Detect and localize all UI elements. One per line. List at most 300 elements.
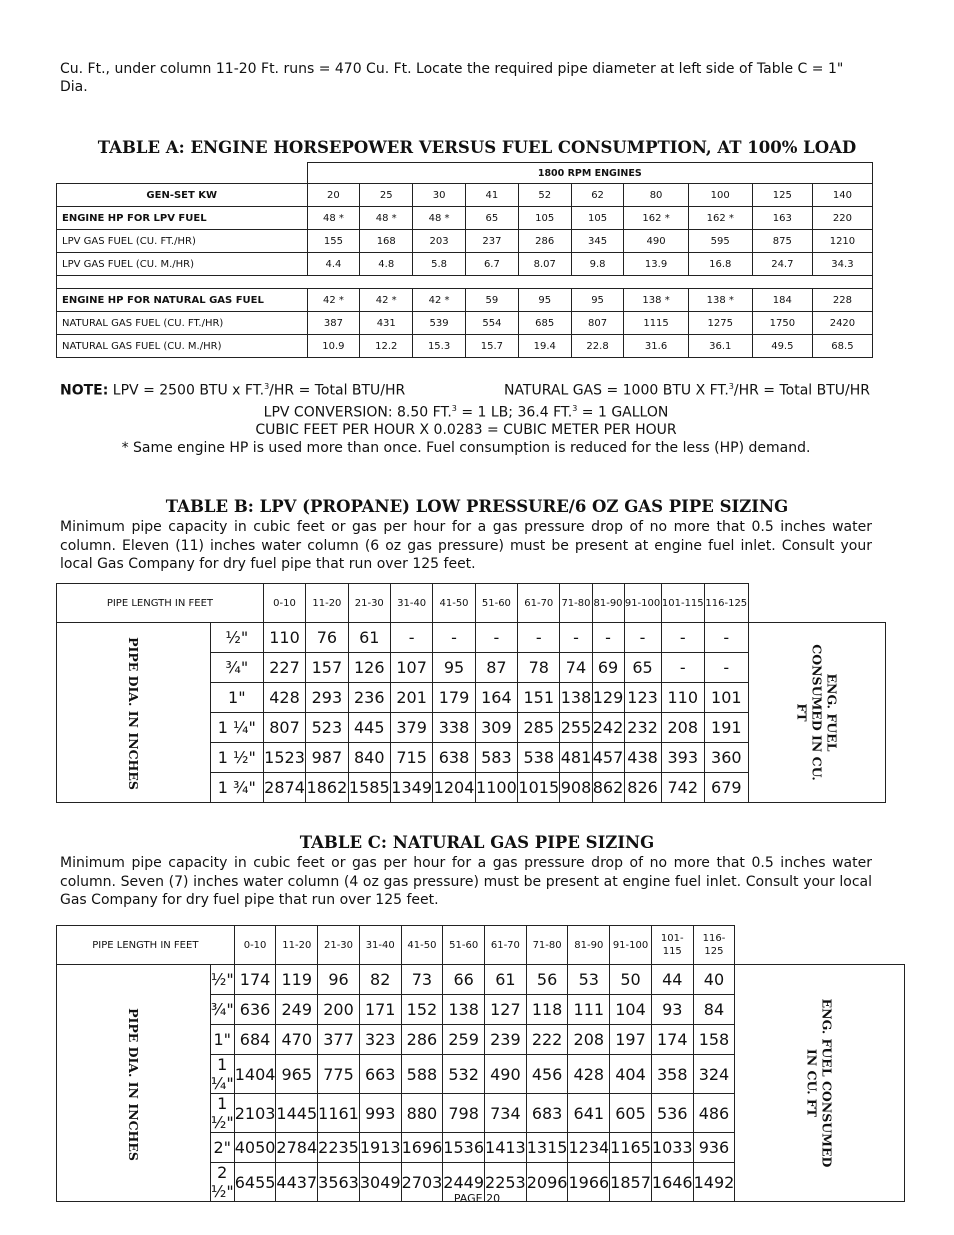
table-a-kw-cell: 62 <box>571 184 624 207</box>
table-c-cell: 1165 <box>610 1133 652 1163</box>
table-a-kw-cell: 80 <box>624 184 688 207</box>
table-a-row <box>57 253 873 276</box>
table-a-cell: 5.8 <box>413 253 466 276</box>
table-a-blank-corner <box>57 163 308 184</box>
table-a-spacer <box>57 276 873 289</box>
table-c-cell: 2449 <box>443 1163 485 1202</box>
table-b-cell: 1015 <box>518 773 560 803</box>
table-b-diameter: ¾" <box>210 653 263 683</box>
table-b-cell: 201 <box>390 683 432 713</box>
table-b-cell: 74 <box>560 653 592 683</box>
table-a-row <box>57 312 873 335</box>
table-b-length-cell: 21-30 <box>348 584 390 623</box>
table-a-cell: 68.5 <box>812 335 872 358</box>
table-a-row-label: LPV GAS FUEL (CU. FT./HR) <box>57 230 308 253</box>
table-c-cell: 73 <box>401 965 443 995</box>
table-c-length-cell: 81-90 <box>568 926 610 965</box>
table-b-cell: 360 <box>705 743 749 773</box>
table-c-cell: 324 <box>693 1055 735 1094</box>
table-c-cell: 684 <box>234 1025 276 1055</box>
table-b-cell: 95 <box>433 653 475 683</box>
table-b-cell: - <box>592 623 624 653</box>
table-a-cell: 1750 <box>752 312 812 335</box>
table-c-cell: 2103 <box>234 1094 276 1133</box>
table-a-kw-cell: 52 <box>518 184 571 207</box>
table-c-cell: 3049 <box>359 1163 401 1202</box>
table-b-left-label-cell <box>57 623 211 803</box>
note-conv-c: = 1 GALLON <box>577 404 669 421</box>
table-c-cell: 2703 <box>401 1163 443 1202</box>
table-b-cell: 2874 <box>263 773 305 803</box>
table-c-cell: 1646 <box>651 1163 693 1202</box>
note-ng-formula <box>504 378 870 400</box>
table-b-blank-corner <box>748 584 885 623</box>
table-b-cell: 87 <box>475 653 517 683</box>
note-ng-part-a: NATURAL GAS = 1000 BTU X FT. <box>503 382 729 399</box>
table-c-cell: 2784 <box>276 1133 318 1163</box>
table-a-cell: 31.6 <box>624 335 688 358</box>
table-a-cell: 184 <box>752 289 812 312</box>
table-b-cell: 110 <box>263 623 305 653</box>
table-b-cell: 126 <box>348 653 390 683</box>
note-sup: 3 <box>572 403 578 413</box>
table-a-row-label: LPV GAS FUEL (CU. M./HR) <box>57 253 308 276</box>
table-a-cell: 105 <box>571 207 624 230</box>
table-c-cell: 936 <box>693 1133 735 1163</box>
table-a-cell: 554 <box>465 312 518 335</box>
table-c-title: TABLE C: NATURAL GAS PIPE SIZING <box>299 833 655 852</box>
table-a-cell: 875 <box>752 230 812 253</box>
table-a-cell: 685 <box>518 312 571 335</box>
table-a-kw-row <box>57 184 873 207</box>
table-a-kw-label: GEN-SET KW <box>57 184 308 207</box>
table-a-title: TABLE A: ENGINE HORSEPOWER VERSUS FUEL CONSUMPTION, AT 100% LOAD <box>97 138 857 157</box>
table-b-cell: 61 <box>348 623 390 653</box>
table-b-cell: 78 <box>518 653 560 683</box>
table-c-cell: 1234 <box>568 1133 610 1163</box>
table-b-cell: 232 <box>624 713 661 743</box>
table-c-diameter: 2 ½" <box>210 1163 234 1201</box>
table-a-cell: 155 <box>307 230 360 253</box>
table-a-cell: 48 * <box>360 207 413 230</box>
table-c-diameter: ¾" <box>210 995 234 1025</box>
note-sup: 3 <box>451 403 457 413</box>
table-b-cell: 69 <box>592 653 624 683</box>
table-c-length-cell: 71-80 <box>526 926 568 965</box>
table-b-cell: 236 <box>348 683 390 713</box>
table-c-length-cell: 11-20 <box>276 926 318 965</box>
table-b-cell: 338 <box>433 713 475 743</box>
table-c-cell: 3563 <box>318 1163 360 1202</box>
table-c-cell: 152 <box>401 995 443 1025</box>
table-c-cell: 470 <box>276 1025 318 1055</box>
table-a-row-label: ENGINE HP FOR LPV FUEL <box>57 207 308 230</box>
table-c-length-cell: 21-30 <box>318 926 360 965</box>
table-b-cell: 428 <box>263 683 305 713</box>
table-a-spacer-row <box>57 276 873 289</box>
table-a-ng-section <box>57 289 873 358</box>
table-b-diameter: 1" <box>210 683 263 713</box>
table-a-cell: 228 <box>812 289 872 312</box>
table-c-cell: 490 <box>485 1055 527 1094</box>
table-c-cell: 404 <box>610 1055 652 1094</box>
table-b-length-cell: 71-80 <box>560 584 592 623</box>
table-a-cell: 9.8 <box>571 253 624 276</box>
table-b-right-label-line: FT <box>794 702 810 722</box>
table-a-cell: 1115 <box>624 312 688 335</box>
table-a-cell: 15.3 <box>413 335 466 358</box>
table-a-cell: 807 <box>571 312 624 335</box>
table-b-cell: 379 <box>390 713 432 743</box>
table-c-cell: 40 <box>693 965 735 995</box>
table-b-title: TABLE B: LPV (PROPANE) LOW PRESSURE/6 OZ GAS PIPE SIZING <box>165 497 789 516</box>
table-a-cell: 13.9 <box>624 253 688 276</box>
table-c-cell: 1445 <box>276 1094 318 1133</box>
table-b-length-cell: 11-20 <box>306 584 348 623</box>
table-c-description: Minimum pipe capacity in cubic feet or gas per hour for a gas pressure drop of no more that 0.5 inches water column. Seven (7) inches water column (4 oz gas pressure) must be present at engine fuel inlet. Consult your local Gas Company for dry fuel pipe that run over 125 feet. <box>60 855 872 908</box>
table-c-cell: 1966 <box>568 1163 610 1202</box>
table-c-cell: 1696 <box>401 1133 443 1163</box>
table-a-lpv-section <box>57 207 873 276</box>
table-c-cell: 56 <box>526 965 568 995</box>
note-same-engine: * Same engine HP is used more than once. Fuel consumption is reduced for the less (HP) demand. <box>121 440 811 457</box>
table-a-kw-cell: 41 <box>465 184 518 207</box>
table-c-cell: 222 <box>526 1025 568 1055</box>
table-c-length-cell: 31-40 <box>359 926 401 965</box>
table-c-cell: 104 <box>610 995 652 1025</box>
table-c-length-cell: 61-70 <box>485 926 527 965</box>
table-c-cell: 965 <box>276 1055 318 1094</box>
table-a-cell: 138 * <box>688 289 752 312</box>
table-b-header-row <box>57 584 886 623</box>
table-c-cell: 174 <box>651 1025 693 1055</box>
table-c-cell: 663 <box>359 1055 401 1094</box>
table-b-diameter: 1 ¼" <box>210 713 263 743</box>
table-c-cell: 2235 <box>318 1133 360 1163</box>
table-a-cell: 539 <box>413 312 466 335</box>
table-b-cell: 538 <box>518 743 560 773</box>
table-c-length-cell: 41-50 <box>401 926 443 965</box>
table-c-diameter: 2" <box>210 1133 234 1163</box>
table-c-cell: 798 <box>443 1094 485 1133</box>
table-a-cell: 2420 <box>812 312 872 335</box>
intro-line-1: Cu. Ft., under column 11-20 Ft. runs = 470 Cu. Ft. Locate the required pipe diameter at left side of Table C = 1" <box>60 61 844 77</box>
table-c-cell: 358 <box>651 1055 693 1094</box>
table-a-cell: 34.3 <box>812 253 872 276</box>
table-b-cell: 457 <box>592 743 624 773</box>
table-c-cell: 174 <box>234 965 276 995</box>
table-c-row <box>57 965 905 995</box>
table-b-cell: - <box>705 653 749 683</box>
note-label: NOTE: <box>60 382 109 399</box>
table-b-cell: - <box>518 623 560 653</box>
table-a-cell: 163 <box>752 207 812 230</box>
table-c-cell: 456 <box>526 1055 568 1094</box>
table-a-cell: 19.4 <box>518 335 571 358</box>
note-lpv-formula <box>60 378 405 400</box>
table-a-row-label: ENGINE HP FOR NATURAL GAS FUEL <box>57 289 308 312</box>
table-b-cell: - <box>624 623 661 653</box>
table-c-cell: 1857 <box>610 1163 652 1202</box>
table-c-cell: 4437 <box>276 1163 318 1202</box>
table-b-cell: 227 <box>263 653 305 683</box>
table-b-cell: 151 <box>518 683 560 713</box>
table-a-cell: 595 <box>688 230 752 253</box>
note-conv-b: = 1 LB; 36.4 FT. <box>456 404 573 421</box>
table-a-cell: 59 <box>465 289 518 312</box>
note-sup: 3 <box>264 382 270 391</box>
table-a-kw-cell: 25 <box>360 184 413 207</box>
table-c-cell: 1161 <box>318 1094 360 1133</box>
table-c-diameter: 1 ¼" <box>210 1055 234 1093</box>
table-a-cell: 24.7 <box>752 253 812 276</box>
table-a-cell: 42 * <box>307 289 360 312</box>
table-b-length-cell: 51-60 <box>475 584 517 623</box>
table-c-cell: 4050 <box>234 1133 276 1163</box>
table-a-cell: 4.8 <box>360 253 413 276</box>
table-a-cell: 42 * <box>413 289 466 312</box>
table-b-cell: 523 <box>306 713 348 743</box>
table-a-cell: 237 <box>465 230 518 253</box>
table-c-cell: 84 <box>693 995 735 1025</box>
table-b-length-cell: 101-115 <box>661 584 704 623</box>
table-c-cell: 66 <box>443 965 485 995</box>
table-a-row <box>57 289 873 312</box>
table-b-cell: 1585 <box>348 773 390 803</box>
table-b-cell: 826 <box>624 773 661 803</box>
table-b-cell: 679 <box>705 773 749 803</box>
table-b-length-label: PIPE LENGTH IN FEET <box>57 584 264 623</box>
table-b-cell: 438 <box>624 743 661 773</box>
table-c-length-cell: 0-10 <box>234 926 276 965</box>
table-b-cell: 110 <box>661 683 704 713</box>
table-a-row <box>57 207 873 230</box>
note-block <box>60 378 872 457</box>
table-c-cell: 61 <box>485 965 527 995</box>
table-a-cell: 1275 <box>688 312 752 335</box>
table-c-cell: 1913 <box>359 1133 401 1163</box>
table-a-cell: 286 <box>518 230 571 253</box>
table-a-cell: 12.2 <box>360 335 413 358</box>
table-c-cell: 208 <box>568 1025 610 1055</box>
table-c-cell: 249 <box>276 995 318 1025</box>
table-c-cell: 239 <box>485 1025 527 1055</box>
note-conversion <box>60 400 872 422</box>
table-b-cell: 129 <box>592 683 624 713</box>
table-b-cell: 1349 <box>390 773 432 803</box>
table-c-cell: 127 <box>485 995 527 1025</box>
table-c-cell: 50 <box>610 965 652 995</box>
table-b-cell: 638 <box>433 743 475 773</box>
note-ng-part-b: /HR = Total BTU/HR <box>733 382 870 399</box>
table-a-cell: 48 * <box>413 207 466 230</box>
table-b-cell: 208 <box>661 713 704 743</box>
table-b-cell: 242 <box>592 713 624 743</box>
table-a-cell: 10.9 <box>307 335 360 358</box>
table-b-left-label: PIPE DIA. IN INCHES <box>125 637 141 790</box>
table-c-cell: 93 <box>651 995 693 1025</box>
table-c-cell: 1492 <box>693 1163 735 1202</box>
table-b-diameter: 1 ½" <box>210 743 263 773</box>
table-c-cell: 1536 <box>443 1133 485 1163</box>
table-c-cell: 1033 <box>651 1133 693 1163</box>
table-a-cell: 4.4 <box>307 253 360 276</box>
table-a-cell: 16.8 <box>688 253 752 276</box>
table-c-cell: 119 <box>276 965 318 995</box>
table-a <box>56 162 873 358</box>
intro-line-2: Dia. <box>60 79 88 95</box>
table-a-cell: 95 <box>518 289 571 312</box>
table-c-header-row <box>57 926 905 965</box>
page-number: PAGE 20 <box>453 1192 501 1205</box>
note-lpv-part-a: LPV = 2500 BTU x FT. <box>112 382 265 399</box>
table-c-cell: 82 <box>359 965 401 995</box>
table-c-cell: 775 <box>318 1055 360 1094</box>
table-c-right-label <box>805 998 835 1167</box>
table-a-kw-cell: 20 <box>307 184 360 207</box>
table-a-cell: 6.7 <box>465 253 518 276</box>
table-b-cell: 309 <box>475 713 517 743</box>
table-c-cell: 1404 <box>234 1055 276 1094</box>
table-b-length-cell: 91-100 <box>624 584 661 623</box>
table-b-cell: 1523 <box>263 743 305 773</box>
table-b-right-label <box>794 644 839 780</box>
note-lpv-part-b: /HR = Total BTU/HR <box>269 382 406 399</box>
table-a-group-header: 1800 RPM ENGINES <box>307 163 873 184</box>
table-a-cell: 490 <box>624 230 688 253</box>
table-a-cell: 220 <box>812 207 872 230</box>
table-b-right-label-line: CONSUMED IN CU. <box>809 643 825 781</box>
table-a-cell: 168 <box>360 230 413 253</box>
table-c-left-label-cell <box>57 965 211 1202</box>
table-a-kw-cell: 140 <box>812 184 872 207</box>
table-c-left-label: PIPE DIA. IN INCHES <box>125 1007 141 1161</box>
table-c-cell: 259 <box>443 1025 485 1055</box>
table-a-cell: 42 * <box>360 289 413 312</box>
table-b-length-cell: 116-125 <box>705 584 749 623</box>
table-a-row-label: NATURAL GAS FUEL (CU. M./HR) <box>57 335 308 358</box>
table-c-blank-corner <box>735 926 905 965</box>
table-b-right-label-line: ENG. FUEL <box>824 673 840 751</box>
table-b-cell: 862 <box>592 773 624 803</box>
table-a-cell: 387 <box>307 312 360 335</box>
table-b-cell: - <box>661 653 704 683</box>
table-c-diameter: 1 ½" <box>210 1094 234 1132</box>
table-c-cell: 734 <box>485 1094 527 1133</box>
table-b-cell: 987 <box>306 743 348 773</box>
note-conv-a: LPV CONVERSION: 8.50 FT. <box>263 404 452 421</box>
table-b-cell: 293 <box>306 683 348 713</box>
table-c-cell: 197 <box>610 1025 652 1055</box>
table-b-cell: 138 <box>560 683 592 713</box>
table-c-cell: 1413 <box>485 1133 527 1163</box>
table-a-cell: 65 <box>465 207 518 230</box>
table-c-cell: 993 <box>359 1094 401 1133</box>
table-c-cell: 96 <box>318 965 360 995</box>
table-b-cell: 164 <box>475 683 517 713</box>
note-cubic: CUBIC FEET PER HOUR X 0.0283 = CUBIC METER PER HOUR <box>255 422 677 439</box>
table-c-length-cell: 51-60 <box>443 926 485 965</box>
table-c-cell: 138 <box>443 995 485 1025</box>
table-b-cell: - <box>390 623 432 653</box>
table-b-right-label-cell <box>748 623 885 803</box>
table-b-diameter: ½" <box>210 623 263 653</box>
table-c-right-label-line: ENG. FUEL CONSUMED <box>819 998 835 1167</box>
table-c-cell: 1315 <box>526 1133 568 1163</box>
table-b-cell: 1862 <box>306 773 348 803</box>
table-b-cell: - <box>661 623 704 653</box>
table-b-cell: 583 <box>475 743 517 773</box>
table-a-cell: 162 * <box>688 207 752 230</box>
table-b-description: Minimum pipe capacity in cubic feet or gas per hour for a gas pressure drop of no more that 0.5 inches water column. Eleven (11) inches water column (6 oz gas pressure) must be present at engine fuel inlet. Consult your local Gas Company for dry fuel pipe that run over 125 feet. <box>60 519 872 572</box>
table-b-diameter: 1 ¾" <box>210 773 263 803</box>
table-b-row <box>57 623 886 653</box>
table-b-length-cell: 81-90 <box>592 584 624 623</box>
table-c-cell: 286 <box>401 1025 443 1055</box>
table-c-cell: 880 <box>401 1094 443 1133</box>
table-a-row-label: NATURAL GAS FUEL (CU. FT./HR) <box>57 312 308 335</box>
table-b-cell: 123 <box>624 683 661 713</box>
table-b-cell: 393 <box>661 743 704 773</box>
table-a-cell: 22.8 <box>571 335 624 358</box>
table-c-cell: 377 <box>318 1025 360 1055</box>
table-a-row <box>57 230 873 253</box>
table-c-length-cell: 101-115 <box>651 926 693 965</box>
table-c-cell: 486 <box>693 1094 735 1133</box>
table-b-length-cell: 61-70 <box>518 584 560 623</box>
table-c-cell: 2096 <box>526 1163 568 1202</box>
table-b-cell: 101 <box>705 683 749 713</box>
table-b-cell: 65 <box>624 653 661 683</box>
table-b-cell: 715 <box>390 743 432 773</box>
intro-text <box>60 60 890 96</box>
table-c-cell: 171 <box>359 995 401 1025</box>
table-b-cell: - <box>705 623 749 653</box>
table-c-cell: 200 <box>318 995 360 1025</box>
table-b-cell: 742 <box>661 773 704 803</box>
table-b-cell: 191 <box>705 713 749 743</box>
table-c-diameter: 1" <box>210 1025 234 1055</box>
table-a-cell: 105 <box>518 207 571 230</box>
table-b-cell: 807 <box>263 713 305 743</box>
table-b-cell: - <box>560 623 592 653</box>
table-c-length-cell: 116-125 <box>693 926 735 965</box>
table-b-cell: 107 <box>390 653 432 683</box>
table-c <box>56 925 905 1202</box>
table-b-cell: - <box>475 623 517 653</box>
table-a-cell: 15.7 <box>465 335 518 358</box>
table-c-right-label-cell <box>735 965 905 1202</box>
table-b-length-cell: 31-40 <box>390 584 432 623</box>
table-a-row <box>57 335 873 358</box>
table-c-cell: 44 <box>651 965 693 995</box>
table-a-cell: 162 * <box>624 207 688 230</box>
table-b-cell: 481 <box>560 743 592 773</box>
table-c-cell: 111 <box>568 995 610 1025</box>
table-b <box>56 583 886 803</box>
table-c-cell: 118 <box>526 995 568 1025</box>
table-b-cell: 179 <box>433 683 475 713</box>
table-a-cell: 8.07 <box>518 253 571 276</box>
table-b-cell: 157 <box>306 653 348 683</box>
table-b-cell: 908 <box>560 773 592 803</box>
table-a-kw-cell: 100 <box>688 184 752 207</box>
table-a-cell: 49.5 <box>752 335 812 358</box>
table-a-cell: 48 * <box>307 207 360 230</box>
table-c-length-label: PIPE LENGTH IN FEET <box>57 926 235 965</box>
table-c-cell: 53 <box>568 965 610 995</box>
table-b-cell: 255 <box>560 713 592 743</box>
